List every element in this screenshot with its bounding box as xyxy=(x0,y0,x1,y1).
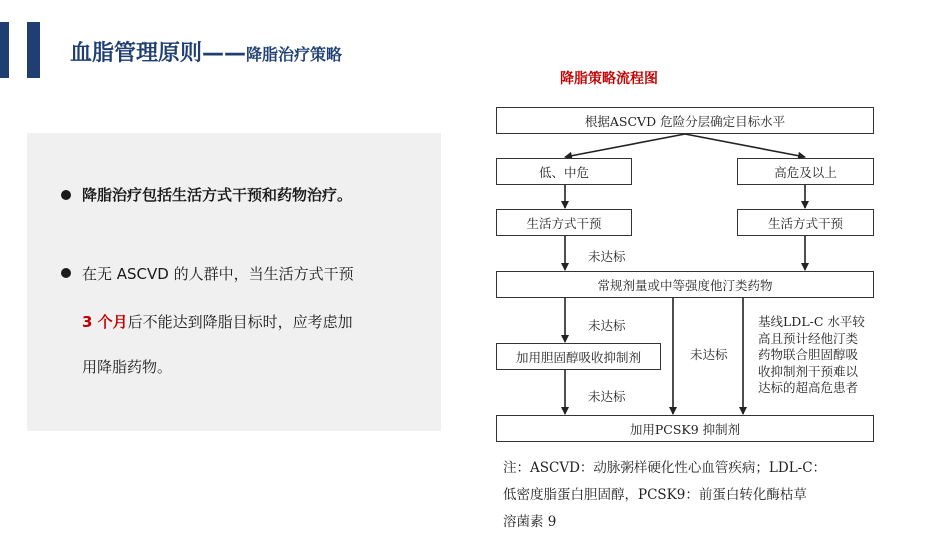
label-not-reached-2: 未达标 xyxy=(588,318,626,333)
note-line: 药物联合胆固醇吸 xyxy=(758,347,859,362)
note-line: 基线LDL-C 水平较 xyxy=(758,314,865,329)
very-high-risk-note xyxy=(758,314,865,397)
label-not-reached-1: 未达标 xyxy=(588,249,626,264)
box-cholesterol-absorption-inhibitor: 加用胆固醇吸收抑制剂 xyxy=(496,343,661,370)
label-not-reached-3: 未达标 xyxy=(588,389,626,404)
note-line: 收抑制剂干预难以 xyxy=(758,363,859,379)
box-low-mid-risk: 低、中危 xyxy=(496,158,632,185)
footnote-line-2: 低密度脂蛋白胆固醇，PCSK9：前蛋白转化酶枯草 xyxy=(503,487,807,503)
bullet-text-1: 降脂治疗包括生活方式干预和药物治疗。 xyxy=(82,186,353,204)
footnote-line-3: 溶菌素 9 xyxy=(503,514,557,530)
bullet-text-2-line3: 用降脂药物。 xyxy=(82,358,173,376)
box-high-risk: 高危及以上 xyxy=(737,158,874,185)
flowchart-title: 降脂策略流程图 xyxy=(560,71,658,87)
highlight-duration: 3 个月 xyxy=(82,313,128,331)
note-line: 高且预计经他汀类 xyxy=(758,330,859,346)
page-title-main: 血脂管理原则—— xyxy=(70,41,247,66)
bullet-text-2-line2-rest: 后不能达到降脂目标时，应考虑加 xyxy=(127,313,353,331)
box-lifestyle-left: 生活方式干预 xyxy=(496,209,632,236)
note-line: 达标的超高危患者 xyxy=(758,380,859,395)
box-lifestyle-right: 生活方式干预 xyxy=(737,209,874,236)
footnote-line-1: 注：ASCVD：动脉粥样硬化性心血管疾病；LDL-C： xyxy=(503,460,827,476)
page-title-sub: 降脂治疗策略 xyxy=(246,45,343,64)
label-not-reached-4: 未达标 xyxy=(690,347,728,362)
box-target-level: 根据ASCVD 危险分层确定目标水平 xyxy=(496,107,874,134)
bullet-text-2-line1: 在无 ASCVD 的人群中，当生活方式干预 xyxy=(82,265,354,283)
box-statin: 常规剂量或中等强度他汀类药物 xyxy=(496,271,874,298)
box-pcsk9: 加用PCSK9 抑制剂 xyxy=(496,415,874,442)
